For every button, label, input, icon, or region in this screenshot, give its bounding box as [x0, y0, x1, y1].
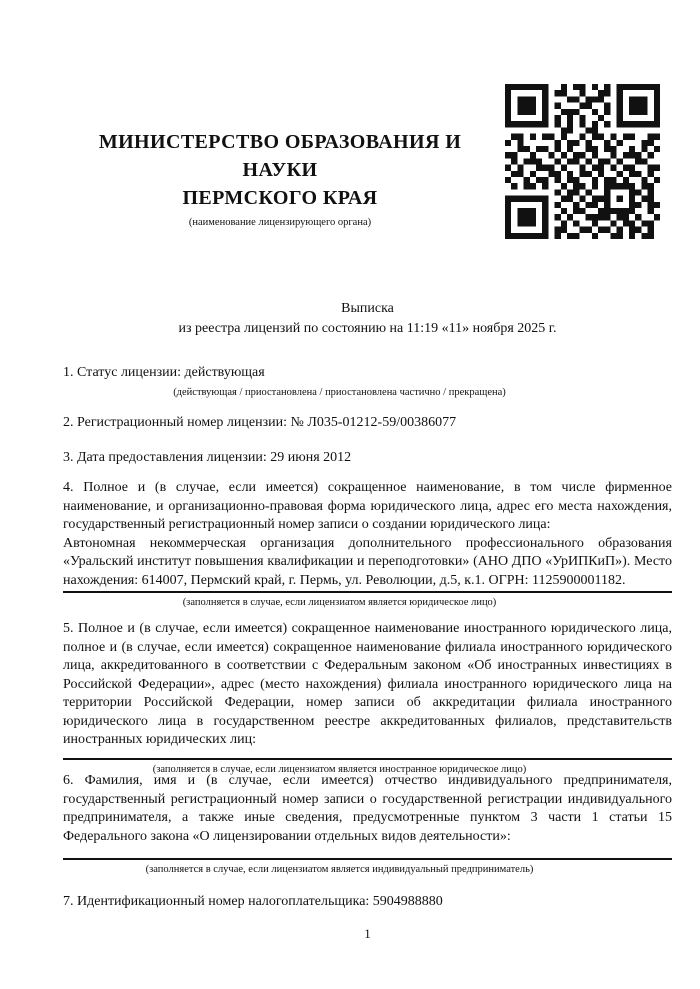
fill-line	[63, 858, 672, 860]
license-status-caption: (действующая / приостановлена / приостановлена частично / прекращена)	[173, 386, 506, 398]
field-legal-entity	[63, 479, 672, 609]
license-status-text: 1. Статус лицензии: действующая	[63, 365, 265, 380]
field-license-status	[63, 364, 672, 399]
page-number: 1	[364, 926, 371, 941]
individual-entrepreneur-label: 6. Фамилия, имя и (в случае, если имеется) отчество индивидуального предпринимателя, государственный регистрационный номер записи о государственной регистрации индивидуального предпринимателя, а также иные сведения, предусмотренные пунктом 3 части 1 статьи 15 Федерального закона «О лицензировании отдельных видов деятельности»:	[63, 773, 672, 844]
individual-entrepreneur-caption: (заполняется в случае, если лицензиатом является индивидуальный предприниматель)	[145, 864, 534, 875]
qr-code-icon	[505, 84, 660, 239]
legal-entity-caption: (заполняется в случае, если лицензиатом является юридическое лицо)	[182, 597, 497, 608]
inn-text: 7. Идентификационный номер налогоплательщика: 5904988880	[63, 894, 443, 909]
foreign-entity-caption: (заполняется в случае, если лицензиатом является иностранное юридическое лицо)	[152, 763, 527, 775]
ministry-name-line2: ПЕРМСКОГО КРАЯ	[182, 187, 378, 209]
fill-line	[63, 591, 672, 593]
ministry-name-line1: МИНИСТЕРСТВО ОБРАЗОВАНИЯ И НАУКИ	[98, 131, 462, 181]
ministry-header	[63, 128, 497, 229]
legal-entity-value: Автономная некоммерческая организация дополнительного профессионального образования «Уральский институт повышения квалификации и переподготовки» (АНО ДПО «УрИПКиП»). Место нахождения: 614007, Пермский край, г. Пермь, ул. Революции, д.5, к.1. ОГРН: 1125900001182.	[63, 535, 672, 588]
field-individual-entrepreneur	[63, 772, 672, 876]
document-title-line2: из реестра лицензий по состоянию на 11:19 «11» ноября 2025 г.	[178, 321, 557, 336]
legal-entity-label: 4. Полное и (в случае, если имеется) сокращенное наименование, в том числе фирменное наименование, и организационно-правовая форма юридического лица, адрес его места нахождения, государственный регистрационный номер записи о создании юридического лица:	[63, 480, 672, 532]
fill-line	[63, 758, 672, 760]
document-title	[63, 299, 672, 339]
document-title-line1: Выписка	[341, 301, 394, 316]
field-foreign-entity	[63, 620, 672, 776]
grant-date-text: 3. Дата предоставления лицензии: 29 июня 2012	[63, 450, 352, 465]
registration-number-text: 2. Регистрационный номер лицензии: № Л035-01212-59/00386077	[63, 415, 457, 430]
field-registration-number	[63, 414, 672, 433]
field-inn	[63, 893, 672, 912]
field-grant-date	[63, 449, 672, 468]
ministry-caption: (наименование лицензирующего органа)	[188, 217, 372, 228]
foreign-entity-label: 5. Полное и (в случае, если имеется) сокращенное наименование иностранного юридического лица, полное и (в случае, если имеется) сокращенное наименование филиала иностранного юридического лица, аккредитованного в соответствии с Федеральным законом «Об иностранных инвестициях в Российской Федерации», адрес (место нахождения) филиала иностранного юридического лица на территории Российской Федерации, номер записи об аккредитации филиала иностранного юридического лица в государственном реестре аккредитованных филиалов, представительств иностранных юридических лиц:	[63, 621, 672, 747]
